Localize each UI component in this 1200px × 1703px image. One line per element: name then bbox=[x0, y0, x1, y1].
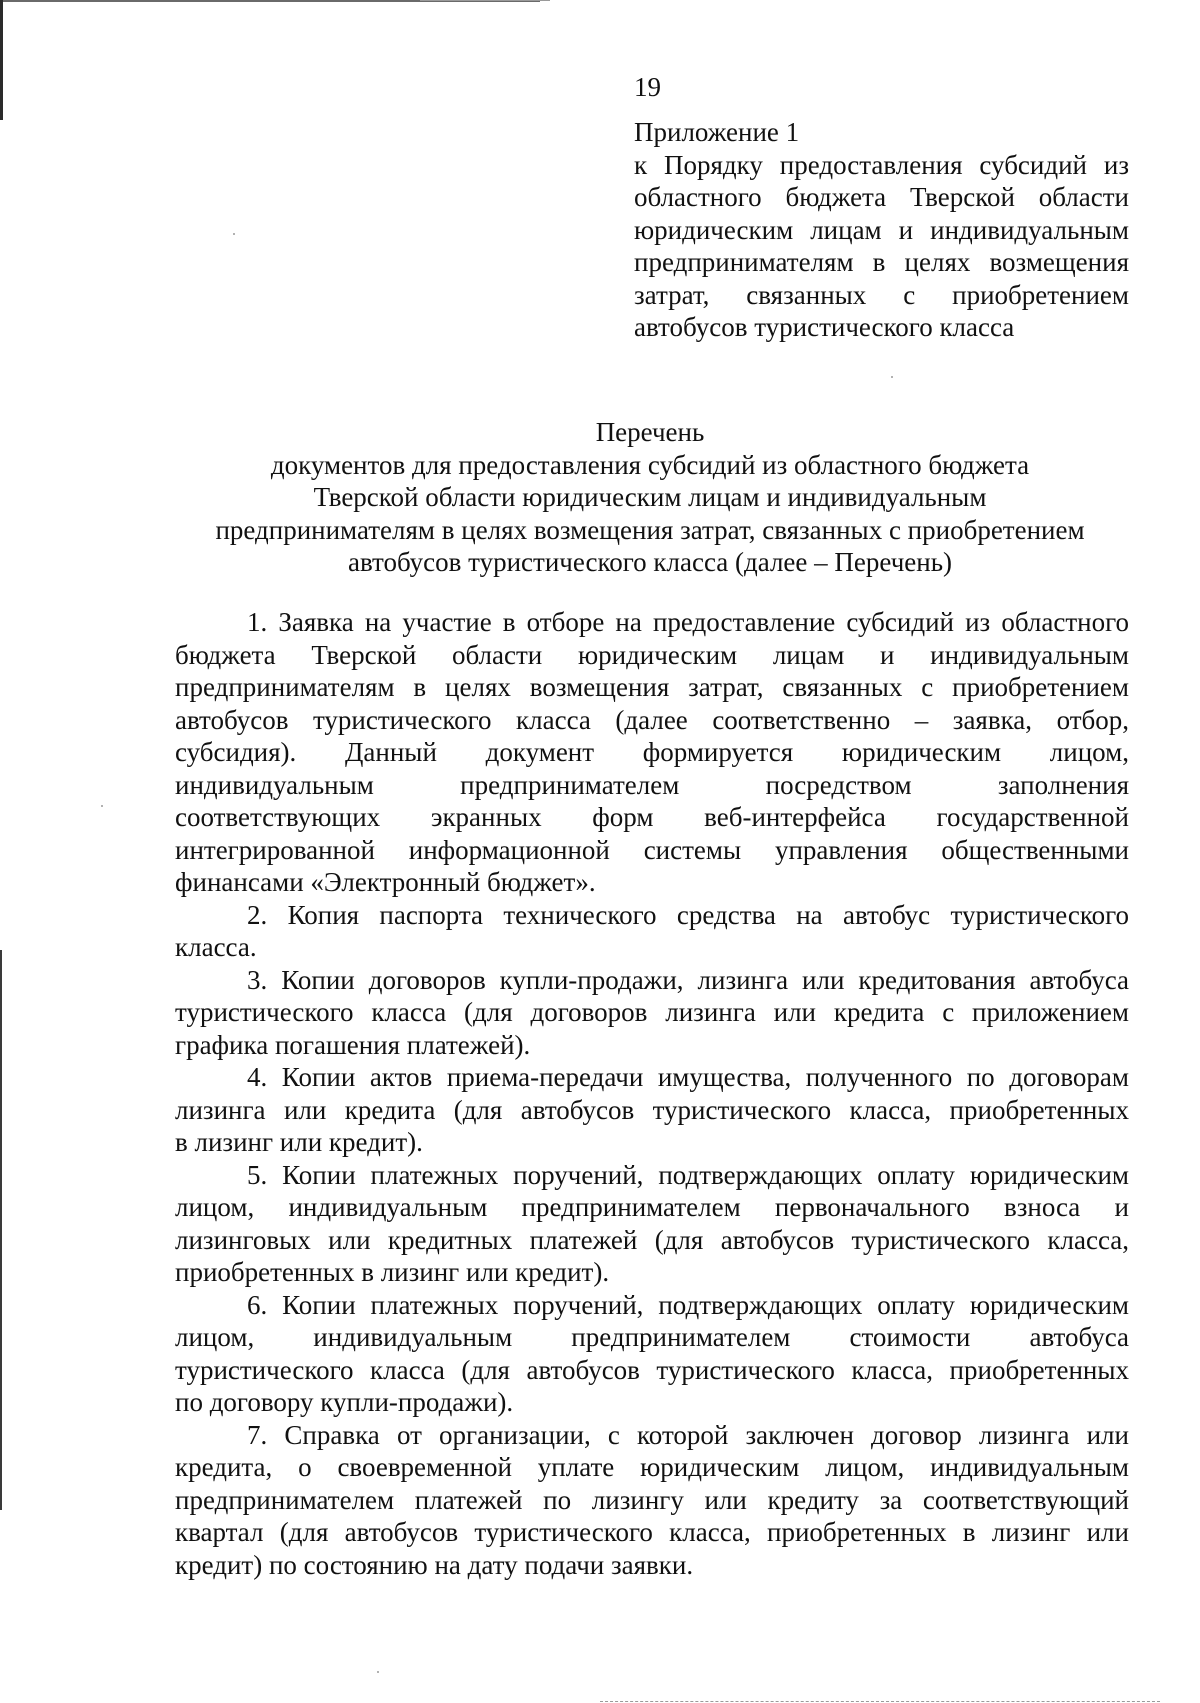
scan-edge-left-lower bbox=[0, 950, 2, 1510]
heading-line: предпринимателям в целях возмещения затрат, связанных с приобретением bbox=[215, 514, 1085, 545]
scan-speck bbox=[233, 233, 235, 235]
appendix-title: Приложение 1 bbox=[634, 117, 800, 147]
list-item-line: туристического класса (для автобусов туристического класса, приобретенных bbox=[175, 1354, 1129, 1385]
appendix-line: затрат, связанных с приобретением bbox=[634, 279, 1129, 310]
list-item-line: лицом, индивидуальным предпринимателем первоначального взноса и bbox=[175, 1192, 1129, 1222]
list-item-line: лицом, индивидуальным предпринимателем стоимости автобуса bbox=[175, 1322, 1129, 1352]
list-item-line: финансами «Электронный бюджет». bbox=[175, 867, 596, 897]
document-list bbox=[175, 606, 1129, 1581]
list-item-line: предпринимателям в целях возмещения затрат, связанных с приобретением bbox=[175, 672, 1129, 702]
list-item-line: в лизинг или кредит). bbox=[175, 1127, 423, 1157]
list-item-line: кредит) по состоянию на дату подачи заявки. bbox=[175, 1549, 694, 1580]
appendix-line: автобусов туристического класса bbox=[634, 312, 1015, 342]
appendix-line: к Порядку предоставления субсидий из bbox=[634, 149, 1129, 180]
heading-line: документов для предоставления субсидий из областного бюджета bbox=[270, 449, 1030, 480]
list-item-line: 1. Заявка на участие в отборе на предоставление субсидий из областного bbox=[247, 607, 1129, 637]
list-item-line: квартал (для автобусов туристического класса, приобретенных в лизинг или bbox=[175, 1517, 1129, 1547]
list-item-line: лизинговых или кредитных платежей (для автобусов туристического класса, bbox=[175, 1224, 1129, 1255]
list-item-line: предпринимателем платежей по лизингу или кредиту за соответствующий bbox=[175, 1484, 1129, 1515]
list-item-line: интегрированной информационной системы управления общественными bbox=[175, 834, 1129, 865]
list-item-line: индивидуальным предпринимателем посредством заполнения bbox=[175, 769, 1129, 800]
heading-title: Перечень bbox=[595, 417, 705, 447]
appendix-line: предпринимателям в целях возмещения bbox=[634, 247, 1129, 277]
list-item-line: класса. bbox=[175, 932, 257, 962]
list-item-line: автобусов туристического класса (далее соответственно – заявка, отбор, bbox=[175, 704, 1129, 735]
list-item-line: соответствующих экранных форм веб-интерфейса государственной bbox=[175, 802, 1129, 832]
list-item-line: лизинга или кредита (для автобусов туристического класса, приобретенных bbox=[175, 1094, 1129, 1125]
list-item-line: графика погашения платежей). bbox=[175, 1029, 531, 1060]
appendix-block bbox=[634, 116, 1129, 344]
scan-speck bbox=[891, 376, 893, 378]
list-item-line: бюджета Тверской области юридическим лицам и индивидуальным bbox=[175, 639, 1129, 670]
list-item-line: 6. Копии платежных поручений, подтверждающих оплату юридическим bbox=[247, 1289, 1129, 1320]
list-item-line: субсидия). Данный документ формируется юридическим лицом, bbox=[175, 737, 1129, 767]
list-item-line: 5. Копии платежных поручений, подтверждающих оплату юридическим bbox=[247, 1159, 1129, 1190]
document-heading bbox=[0, 416, 1200, 579]
appendix-line: областного бюджета Тверской области bbox=[634, 182, 1129, 212]
scan-speck bbox=[101, 805, 103, 807]
list-item-line: 4. Копии актов приема-передачи имущества, полученного по договорам bbox=[247, 1062, 1129, 1092]
list-item-line: по договору купли-продажи). bbox=[175, 1387, 514, 1417]
appendix-line: юридическим лицам и индивидуальным bbox=[634, 214, 1129, 245]
list-item-line: кредита, о своевременной уплате юридическим лицом, индивидуальным bbox=[175, 1452, 1129, 1482]
heading-line: автобусов туристического класса (далее – Перечень) bbox=[347, 547, 953, 577]
scan-edge-top-secondary bbox=[420, 0, 550, 1]
heading-line: Тверской области юридическим лицам и индивидуальным bbox=[313, 482, 987, 512]
list-item-line: 2. Копия паспорта технического средства на автобус туристического bbox=[247, 899, 1129, 930]
list-item-line: 3. Копии договоров купли-продажи, лизинга или кредитования автобуса bbox=[247, 964, 1129, 995]
list-item-line: туристического класса (для договоров лизинга или кредита с приложением bbox=[175, 997, 1129, 1027]
page-number: 19 bbox=[634, 72, 661, 102]
scan-speck bbox=[377, 1671, 379, 1673]
scan-edge-left bbox=[0, 0, 3, 120]
list-item-line: 7. Справка от организации, с которой заключен договор лизинга или bbox=[247, 1419, 1129, 1450]
list-item-line: приобретенных в лизинг или кредит). bbox=[175, 1257, 610, 1287]
